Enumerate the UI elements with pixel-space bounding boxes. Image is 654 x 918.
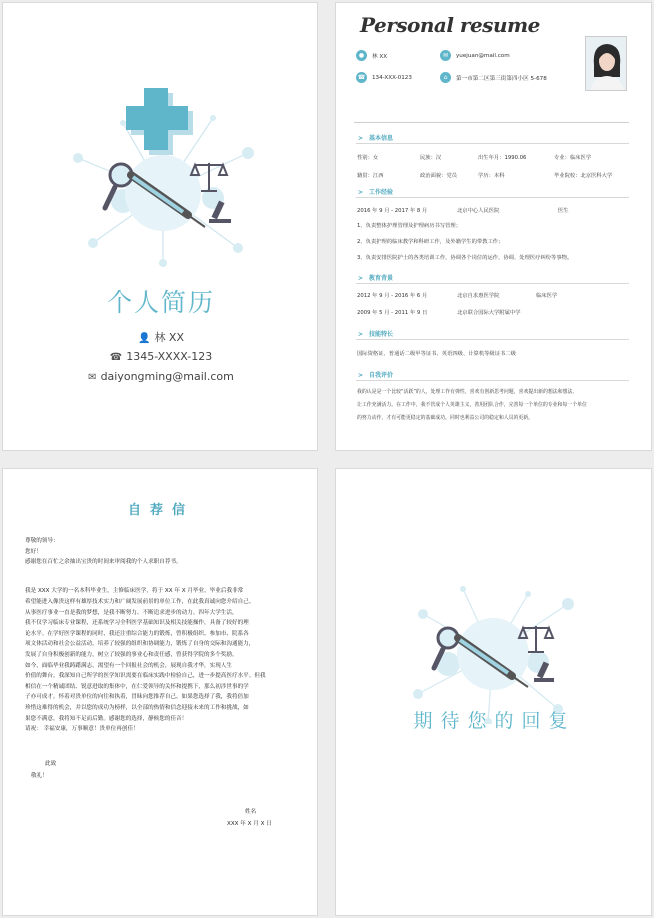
edu-period: 2009 年 5 月 - 2011 年 9 日: [357, 310, 428, 316]
home-icon: ⌂: [440, 72, 451, 83]
cover-name: 林 XX: [154, 331, 185, 344]
cover-email: daiyongming@mail.com: [100, 370, 234, 383]
section-basic-heading: > 基本信息: [358, 135, 394, 142]
cover-phone: 1345-XXXX-123: [126, 350, 213, 363]
work-item: 2、负责护理的临床教学和科研工作，及外籍学生的带教工作；: [357, 239, 504, 245]
letter-signature-date: XXX 年 X 月 X 日: [227, 821, 272, 827]
work-company: 北京中心人民医院: [457, 208, 500, 214]
edu-major: 临床医学: [536, 293, 558, 299]
contact-name-text: 林 XX: [372, 53, 388, 60]
edu-school: 北京联合国际大学附属中学: [457, 310, 521, 316]
self-eval-line: 让工作充满活力。在工作中，我不管成个人英雄主义，善用团队合作，完善每一个单位的专业和每一个单位: [357, 402, 587, 408]
self-eval-line: 的努力动作，才有可能更稳定的基础成功。同时也利益公司的稳定和人员的更新。: [357, 415, 534, 421]
self-eval-line: 我的认是是一个比较“活跃”的人，处理工作有弹性，喜欢有创新思考问题，喜欢提出新的想法和想法，: [357, 389, 578, 395]
letter-signature-name: 姓名: [245, 809, 257, 815]
letter-line: 价值的舞台。我深知自己所学的医学知识需要在临床实践中检验自己，进一步提高医疗水平。但我: [25, 673, 266, 680]
section-divider: [356, 197, 629, 198]
letter-line: 您好！: [25, 548, 42, 555]
cover-phone-row: [3, 350, 318, 363]
letter-closing: 此致: [45, 761, 57, 767]
edu-period: 2012 年 9 月 - 2016 年 6 月: [357, 293, 428, 299]
mail-icon: ✉: [440, 50, 451, 61]
cover-title: 个人简历: [106, 288, 215, 317]
cover-name-row: [3, 329, 318, 345]
user-icon: ●: [356, 50, 367, 61]
section-self-label: 自我评价: [369, 372, 394, 379]
letter-line: 论水平。在学好医学课程的同时，我还注重综合能力的锻炼，曾积极组织、参加市、院系各: [25, 630, 249, 637]
basic-political: 政治面貌：党员: [420, 173, 458, 179]
basic-degree: 学历：本科: [478, 173, 505, 179]
contact-phone-text: 134-XXX-0123: [372, 74, 412, 81]
basic-birth: 出生年月：1990.06: [478, 155, 527, 161]
section-divider: [356, 143, 629, 144]
section-work-heading: > 工作经验: [358, 189, 394, 196]
letter-line: 项文体活动和社会公益活动，培养了较强的组织和协调能力，锻炼了自身的交际和沟通能力，: [25, 641, 255, 648]
section-edu-heading: > 教育背景: [358, 275, 394, 282]
basic-gender: 性别：女: [357, 155, 379, 161]
header-divider: [354, 122, 629, 123]
work-period: 2016 年 9 月 - 2017 年 8 月: [357, 208, 428, 214]
letter-line: 感谢您在百忙之余抽出宝贵的时间来审阅我的个人求职自荐书。: [25, 559, 182, 566]
cover-page: [2, 2, 318, 451]
medical-illustration: [408, 584, 578, 724]
letter-line: 请祝： 幸福安康，万事顺意！贵单位再创佳！: [25, 726, 139, 733]
section-edu-label: 教育背景: [369, 275, 394, 282]
letter-line: 我是 XXX 大学的一名本科毕业生，主修临床医学，将于 XX 年 X 月毕业。毕业后我非常: [25, 588, 244, 595]
letter-line: 相信在一个精诚团结、锐意进取的集体中，在仁爱领导的关怀和提携下，那么初涉世事的学: [25, 683, 249, 690]
letter-title: 自荐信: [127, 503, 194, 518]
phone-icon: ☎: [357, 74, 366, 81]
section-work-label: 工作经验: [369, 189, 394, 196]
letter-line: [25, 568, 266, 579]
work-role: 医生: [558, 208, 569, 214]
letter-line: 珍惜这难得的机会，并以您的成功为榜样，以全部的热情和信念迎接未来的工作和挑战，如: [25, 704, 249, 711]
work-item: 3、负责安排医院护士的各类培训工作，协调各个岗位的运作，协调、处理医疗纠纷等事物。: [357, 255, 573, 261]
section-divider: [356, 339, 629, 340]
letter-line: 我不仅学习临床专业课程，还系统学习全科医学基础知识及相关技能操作，具备了较好的理: [25, 620, 249, 627]
contact-email: [440, 50, 510, 61]
letter-body: [25, 536, 266, 735]
basic-school: 毕业院校：北京医科大学: [554, 173, 613, 179]
edu-school: 北京自求惠医学院: [457, 293, 500, 299]
phone-icon: ☎: [109, 352, 123, 363]
medical-illustration: [63, 83, 263, 268]
basic-major: 专业：临床医学: [554, 155, 592, 161]
skills-text: 国际资格证、普通话二级甲等证书、英语四级、计算机等级证书二级: [357, 351, 516, 357]
section-skills-heading: > 技能特长: [358, 331, 394, 338]
contact-address-text: 第一市第二区第三街第四小区 5-678: [456, 75, 547, 82]
avatar: [586, 37, 627, 91]
resume-page: [335, 2, 652, 451]
profile-photo: [585, 36, 627, 91]
section-basic-label: 基本信息: [369, 135, 394, 142]
work-item: 1、负责整体护理管理及护理病历书写管理；: [357, 223, 462, 229]
letter-line: 发展了自身积极创新的能力，树立了较强的事业心和责任感，曾获得学院的多个奖励。: [25, 651, 238, 658]
contact-email-text: yuejuan@mail.com: [456, 52, 510, 59]
user-icon: 👤: [137, 333, 151, 344]
section-divider: [356, 283, 629, 284]
letter-line: 希望能进入像贵这样有雄厚技术实力和广阔发展前景的单位工作，在此我真诚向您介绍自己。: [25, 598, 255, 605]
letter-line: 果您不满意，我将知不足而后勤。感谢您的选择，静候您的佳音！: [25, 715, 188, 722]
letter-line: 尊敬的领导：: [25, 538, 59, 544]
letter-line: 从事医疗事业一直是我的梦想，是我不断努力、不断追求进步的动力。四年大学生活，: [25, 609, 238, 616]
basic-origin: 籍贯：江西: [357, 173, 384, 179]
letter-line: 子亦可成才。怀着对贵单位的向往和执着，冒昧向您推荐自己，如果您选择了我，我将倍加: [25, 694, 249, 701]
resume-title: Personal resume: [360, 13, 540, 37]
contact-address: [440, 72, 547, 83]
section-self-heading: > 自我评价: [358, 372, 394, 379]
letter-salute: 敬礼！: [31, 773, 48, 779]
contact-name: [356, 50, 387, 61]
mail-icon: ✉: [88, 372, 97, 383]
contact-phone: [356, 72, 412, 83]
back-title: 期待您的回复: [413, 710, 576, 732]
back-cover-page: [335, 468, 652, 916]
section-skills-label: 技能特长: [369, 331, 394, 338]
cover-letter-page: [2, 468, 318, 916]
letter-line: 如今，面临毕业我踌躇满志，渴望有一个回报社会的机会，展现自我才华，实现人生: [25, 662, 232, 669]
section-divider: [356, 380, 629, 381]
basic-ethnicity: 民族：汉: [420, 155, 442, 161]
cover-email-row: [3, 370, 318, 383]
